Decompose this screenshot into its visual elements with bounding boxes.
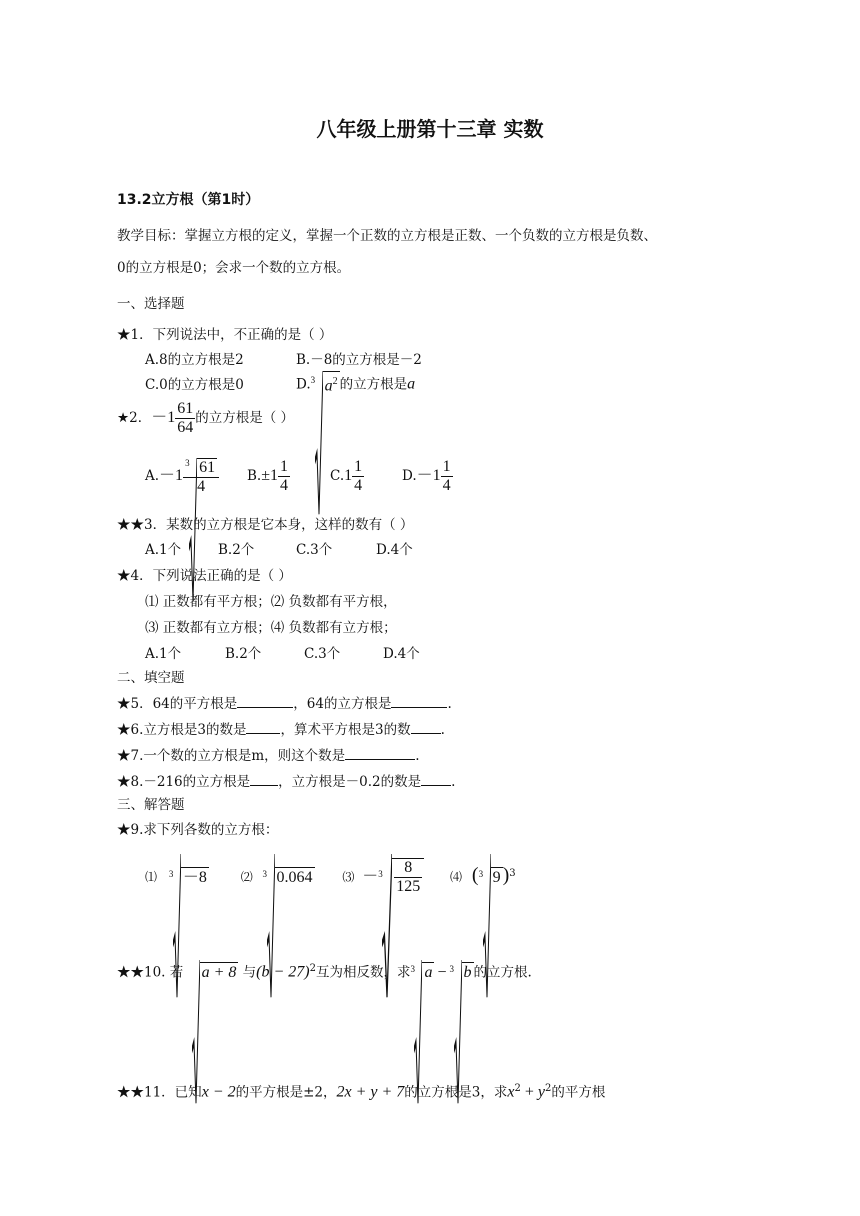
q4-option-b: B.2个 bbox=[225, 646, 262, 662]
q1-option-c: C.0的立方根是0 bbox=[145, 377, 244, 393]
q4-statement-2: ⑶ 正数都有立方根；⑷ 负数都有立方根； bbox=[145, 620, 397, 636]
section-heading: 13.2立方根（第1时） bbox=[117, 192, 260, 208]
answer-blank[interactable] bbox=[345, 745, 415, 760]
q10: ★★10. 若 a + 8 与$(b - 27)^2$互为相反数，求 3 a − 3 b 的立方根. bbox=[117, 956, 532, 986]
q8: ★8.－216的立方根是 ，立方根是－0.2的数是 . bbox=[117, 771, 455, 792]
part-2-heading: 二、填空题 bbox=[117, 670, 185, 686]
q11: ★★11．已知x − 2的平方根是±2，2x + y + 7的立方根是3，求$x^2 + y^2$的平方根 bbox=[117, 1083, 606, 1101]
page-title: 八年级上册第十三章 实数 bbox=[316, 117, 544, 141]
radical-sign-icon bbox=[315, 371, 323, 521]
q3-option-b: B.2个 bbox=[218, 542, 255, 558]
answer-blank[interactable] bbox=[391, 693, 447, 708]
q2-option-d: D.－1 $\frac{1}{4}$ bbox=[402, 458, 451, 494]
answer-blank[interactable] bbox=[411, 719, 441, 734]
q7: ★7.一个数的立方根是m，则这个数是 . bbox=[117, 745, 419, 766]
objective-line-2: 0的立方根是0；会求一个数的立方根。 bbox=[117, 260, 351, 276]
q2-option-b: B.±1 $\frac{1}{4}$ bbox=[247, 458, 288, 494]
answer-blank[interactable] bbox=[237, 693, 293, 708]
q3-option-c: C.3个 bbox=[296, 542, 333, 558]
q2-fraction: $\frac{61}{64}$ bbox=[177, 400, 194, 436]
answer-blank[interactable] bbox=[246, 719, 280, 734]
q9-expressions: ⑴ 3 －8 ⑵ 3 0.064 ⑶ － 3 $\frac{8}{125}$ ⑷ ( 3 9 )$^3$ bbox=[145, 850, 516, 902]
q4-stem: ★4．下列说法正确的是（ ） bbox=[117, 568, 292, 584]
part-3-heading: 三、解答题 bbox=[117, 797, 185, 813]
q3-option-a: A.1个 bbox=[145, 542, 182, 558]
q1-d-cube-root: 3 $a^2$ bbox=[311, 371, 340, 399]
q4-option-d: D.4个 bbox=[383, 646, 420, 662]
answer-blank[interactable] bbox=[421, 771, 451, 786]
objective-line-1: 教学目标：掌握立方根的定义，掌握一个正数的立方根是正数、一个负数的立方根是负数、 bbox=[117, 228, 657, 244]
q4-option-a: A.1个 bbox=[145, 646, 182, 662]
q1-option-a: A.8的立方根是2 bbox=[145, 352, 244, 368]
q3-stem: ★★3．某数的立方根是它本身，这样的数有（ ） bbox=[117, 517, 414, 533]
part-1-heading: 一、选择题 bbox=[117, 296, 185, 312]
q4-option-c: C.3个 bbox=[304, 646, 341, 662]
answer-blank[interactable] bbox=[250, 771, 278, 786]
q2-stem: ★2．－1 $\frac{61}{64}$ 的立方根是（ ） bbox=[117, 400, 295, 436]
q2-option-a: A.－1 3 61 4 bbox=[145, 456, 219, 496]
q2-option-c: C.1 $\frac{1}{4}$ bbox=[330, 458, 363, 494]
q4-statement-1: ⑴ 正数都有平方根；⑵ 负数都有平方根， bbox=[145, 594, 397, 610]
q3-option-d: D.4个 bbox=[376, 542, 413, 558]
q6: ★6.立方根是3的数是 ，算术平方根是3的数 . bbox=[117, 719, 445, 740]
q1-d-label: D. bbox=[296, 376, 311, 393]
q9-stem: ★9.求下列各数的立方根： bbox=[117, 822, 279, 838]
q1-option-d: D. 3 $a^2$ 的立方根是a bbox=[296, 371, 415, 399]
q5: ★5．64的平方根是 ，64的立方根是 . bbox=[117, 693, 452, 714]
q1-option-b: B.－8的立方根是－2 bbox=[296, 352, 422, 368]
q1-stem: ★1．下列说法中，不正确的是（ ） bbox=[117, 327, 333, 343]
